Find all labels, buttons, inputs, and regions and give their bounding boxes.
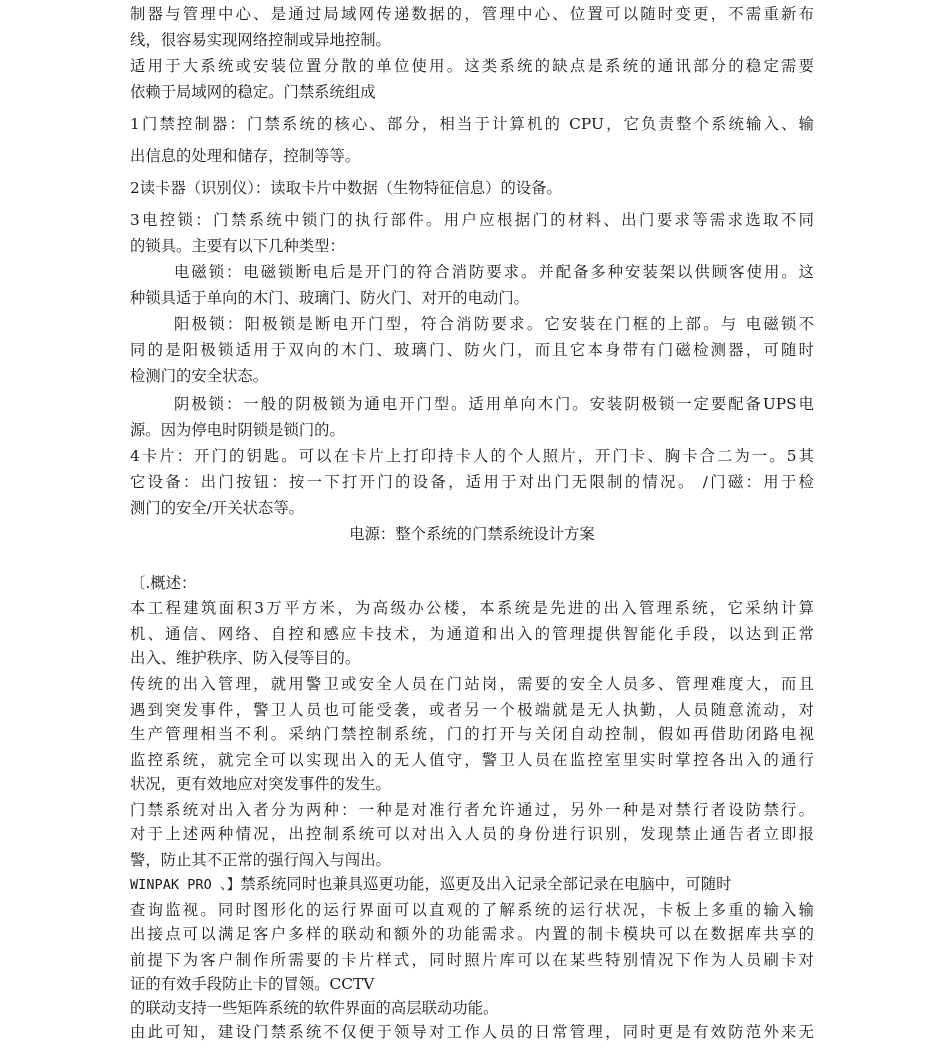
text-line: 证的有效手段防止卡的冒领。CCTV (130, 975, 375, 993)
text-line: 生产管理相当不利。采纳门禁控制系统，门的打开与关闭自动控制，假如再借助闭路电视 (130, 725, 814, 743)
text-line: 机、通信、网络、自控和感应卡技术，为通道和出入的管理提供智能化手段，以达到正常 (130, 625, 814, 643)
text-line: 状况，更有效地应对突发事件的发生。 (130, 775, 391, 793)
text-line: 阳极锁：阳极锁是断电开门型，符合消防要求。它安装在门框的上部。与 电磁锁不 (174, 315, 814, 333)
text-line: 的联动支持一些矩阵系统的软件界面的高层联动功能。 (130, 999, 499, 1017)
text-line: 1门禁控制器：门禁系统的核心、部分，相当于计算机的 CPU，它负责整个系统输入、输 (130, 115, 814, 133)
text-line: 查询监视。同时图形化的运行界面可以直观的了解系统的运行状况，卡板上多重的输入输 (130, 901, 814, 919)
text-line: 电磁锁：电磁锁断电后是开门的符合消防要求。并配备多种安装架以供顾客使用。这 (174, 263, 814, 281)
text-line: 由此可知，建设门禁系统不仅便于领导对工作人员的日常管理，同时更是有效防范外来无 (130, 1023, 814, 1041)
text-line: 它设备：出门按钮：按一下打开门的设备，适用于对出门无限制的情况。 /门磁：用于检 (130, 473, 814, 491)
text-line: 传统的出入管理，就用警卫或安全人员在门站岗，需要的安全人员多、管理难度大，而且 (130, 675, 814, 693)
text-line: 制器与管理中心、是通过局域网传递数据的，管理中心、位置可以随时变更，不需重新布 (130, 5, 814, 23)
text-line: 本工程建筑面积3万平方米，为高级办公楼，本系统是先进的出入管理系统，它采纳计算 (130, 599, 814, 617)
text-line: 的锁具。主要有以下几种类型： (130, 237, 345, 255)
text-line: 遇到突发事件，警卫人员也可能受袭，或者另一个极端就是无人执勤，人员随意流动，对 (130, 701, 814, 719)
text-line: 依赖于局域网的稳定。门禁系统组成 (130, 83, 376, 101)
product-code: WINPAK PRO 、】 (130, 877, 241, 893)
text-line: 3电控锁：门禁系统中锁门的执行部件。用户应根据门的材料、出门要求等需求选取不同 (130, 211, 814, 229)
text-line: 2读卡器（识别仪）：读取卡片中数据（生物特征信息）的设备。 (130, 179, 562, 197)
text-line: 测门的安全/开关状态等。 (130, 499, 305, 517)
text-line: 警，防止其不正常的强行闯入与闯出。 (130, 851, 391, 869)
text-line: 门禁系统对出入者分为两种：一种是对准行者允许通过，另外一种是对禁行者设防禁行。 (130, 801, 814, 819)
text-line: 出入、维护秩序、防入侵等目的。 (130, 649, 361, 667)
text-line: 对于上述两种情况，出控制系统可以对出入人员的身份进行识别，发现禁止通告者立即报 (130, 825, 814, 843)
text-line: 出信息的处理和储存，控制等等。 (130, 147, 361, 165)
text-line: 检测门的安全状态。 (130, 367, 269, 385)
text-line: 出接点可以满足客户多样的联动和额外的功能需求。内置的制卡模块可以在数据库共享的 (130, 925, 814, 943)
overview-heading: 〔.概述： (130, 574, 197, 592)
text-line: 同的是阳极锁适用于双向的木门、玻璃门、防火门，而且它本身带有门磁检测器，可随时 (130, 341, 814, 359)
text-line: 监控系统，就完全可以实现出入的无人值守，警卫人员在监控室里实时掌控各出入的通行 (130, 751, 814, 769)
text-line: 阴极锁：一般的阴极锁为通电开门型。适用单向木门。安装阴极锁一定要配备UPS电 (174, 395, 814, 413)
section-heading: 电源：整个系统的门禁系统设计方案 (349, 525, 595, 543)
text-line: 前提下为客户制作所需要的卡片样式，同时照片库可以在某些特别情况下作为人员刷卡对 (130, 951, 814, 969)
text-line: 线，很容易实现网络控制或异地控制。 (130, 31, 391, 49)
text-line-mixed (130, 874, 814, 895)
text-line: 适用于大系统或安装位置分散的单位使用。这类系统的缺点是系统的通讯部分的稳定需要 (130, 57, 814, 75)
text-line: 4卡片：开门的钥匙。可以在卡片上打印持卡人的个人照片，开门卡、胸卡合二为一。5其 (130, 447, 814, 465)
text-line: 源。因为停电时阴锁是锁门的。 (130, 421, 345, 439)
text-line: 种锁具适于单向的木门、玻璃门、防火门、对开的电动门。 (130, 289, 530, 307)
text-run: 禁系统同时也兼具巡更功能，巡更及出入记录全部记录在电脑中，可随时 (240, 875, 732, 893)
